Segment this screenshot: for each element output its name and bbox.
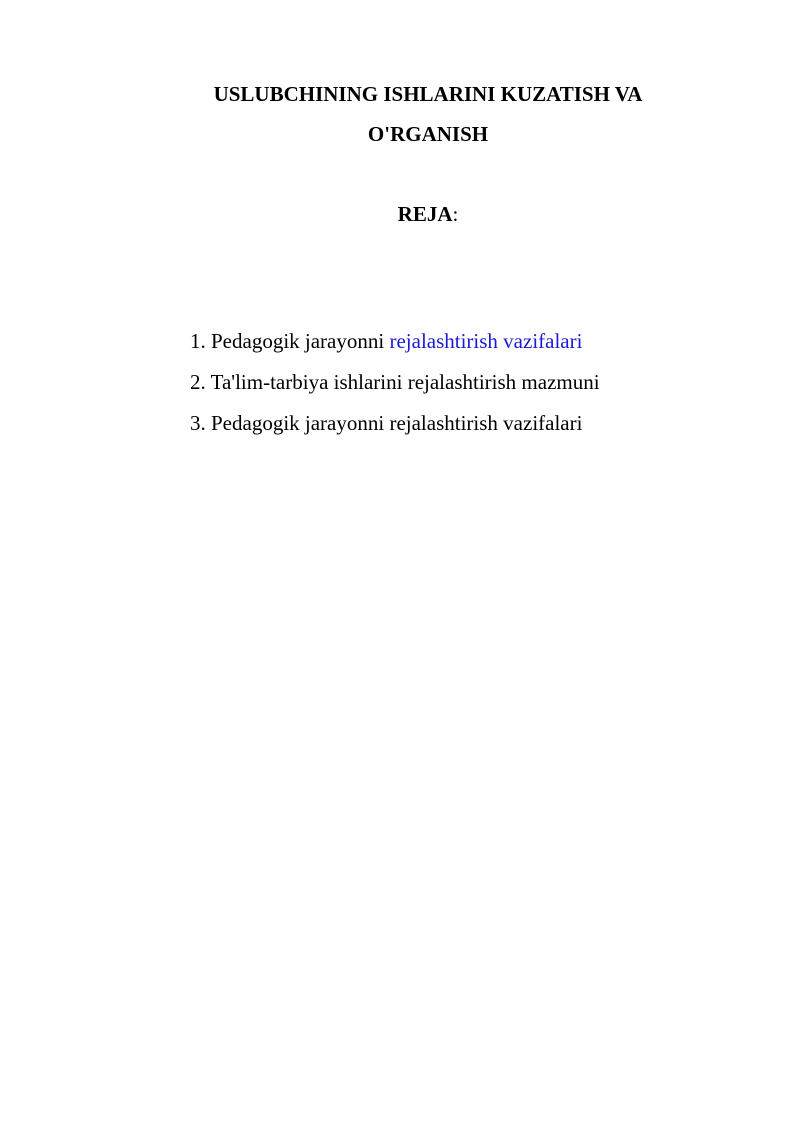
plan-item-text: Ta'lim-tarbiya ishlarini rejalashtirish mazmuni [210,370,600,394]
document-title [150,74,706,154]
plan-heading [150,198,706,230]
plan-item-number: 2. [190,370,206,394]
plan-item-link[interactable]: rejalashtirish vazifalari [389,329,583,353]
plan-list [190,325,600,448]
plan-item-number: 1. [190,329,206,353]
plan-item-text: Pedagogik jarayonni rejalashtirish vazifalari [211,411,583,435]
plan-item-2 [190,366,600,407]
plan-heading-label: REJA [397,202,453,226]
plan-item-3 [190,407,600,448]
plan-item-1 [190,325,600,366]
plan-item-text: Pedagogik jarayonni [211,329,385,353]
plan-item-number: 3. [190,411,206,435]
document-title-line-2: O'RGANISH [367,122,489,146]
document-title-line-1: USLUBCHINING ISHLARINI KUZATISH VA [213,82,643,106]
plan-heading-colon: : [452,202,459,226]
